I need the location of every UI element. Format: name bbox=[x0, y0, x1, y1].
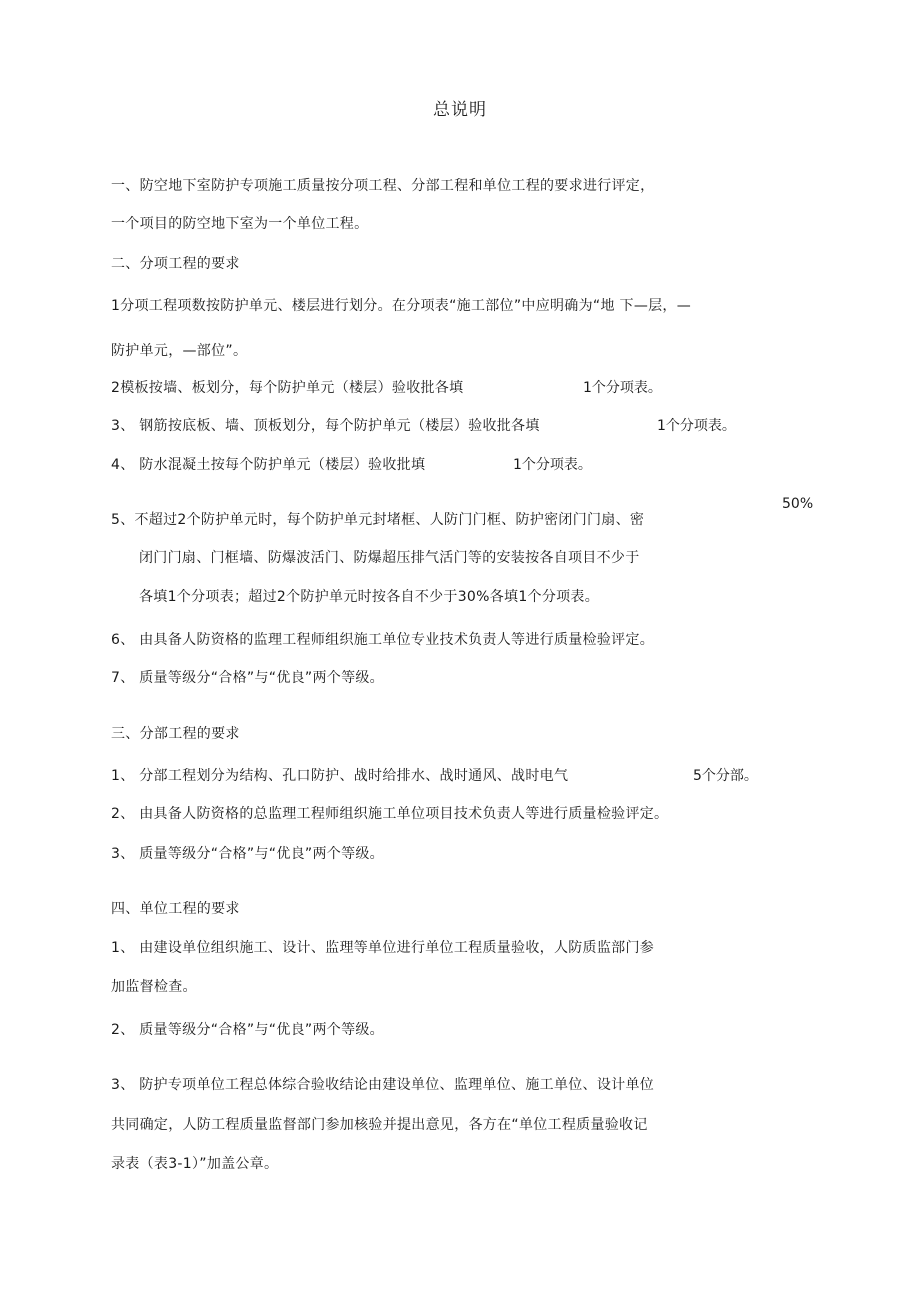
general-line-2: 一个项目的防空地下室为一个单位工程。 bbox=[111, 216, 369, 232]
subitem-5-line-1: 5、不超过2个防护单元时，每个防护单元封堵框、人防门门框、防护密闭门门扇、密 bbox=[111, 512, 645, 528]
subitem-2-text: 2模板按墙、板划分，每个防护单元（楼层）验收批各填 bbox=[111, 380, 464, 396]
section-heading: 四、单位工程的要求 bbox=[111, 901, 240, 917]
section-heading: 二、分项工程的要求 bbox=[111, 256, 240, 272]
section-heading: 三、分部工程的要求 bbox=[111, 726, 240, 742]
subitem-3-text: 3、 钢筋按底板、墙、顶板划分，每个防护单元（楼层）验收批各填 bbox=[111, 418, 540, 434]
unit-2: 2、 质量等级分“合格”与“优良”两个等级。 bbox=[111, 1022, 384, 1038]
subitem-6: 6、 由具备人防资格的监理工程师组织施工单位专业技术负责人等进行质量检验评定。 bbox=[111, 632, 655, 648]
division-1-text: 1、 分部工程划分为结构、孔口防护、战时给排水、战时通风、战时电气 bbox=[111, 768, 569, 784]
general-line-1: 一、防空地下室防护专项施工质量按分项工程、分部工程和单位工程的要求进行评定， bbox=[111, 178, 655, 194]
subitem-1-line-2: 防护单元，—部位”。 bbox=[111, 343, 248, 359]
subitem-4-count: 1个分项表。 bbox=[513, 457, 592, 473]
unit-3-line-2: 共同确定，人防工程质量监督部门参加核验并提出意见，各方在“单位工程质量验收记 bbox=[111, 1117, 648, 1133]
subitem-4-text: 4、 防水混凝土按每个防护单元（楼层）验收批填 bbox=[111, 457, 426, 473]
subitem-1-line-1: 1分项工程项数按防护单元、楼层进行划分。在分项表“施工部位”中应明确为“地 下—层，— bbox=[111, 298, 692, 314]
subitem-7: 7、 质量等级分“合格”与“优良”两个等级。 bbox=[111, 670, 384, 686]
unit-1-line-2: 加监督检查。 bbox=[111, 979, 197, 995]
division-1-count: 5个分部。 bbox=[693, 768, 758, 784]
unit-3-line-3: 录表（表3-1）”加盖公章。 bbox=[111, 1156, 279, 1172]
division-2: 2、 由具备人防资格的总监理工程师组织施工单位项目技术负责人等进行质量检验评定。 bbox=[111, 806, 669, 822]
page-title: 总说明 bbox=[433, 100, 487, 120]
subitem-2-count: 1个分项表。 bbox=[583, 380, 662, 396]
subitem-5-percent: 50% bbox=[782, 496, 814, 512]
subitem-5-line-3: 各填1个分项表；超过2个防护单元时按各自不少于30%各填1个分项表。 bbox=[139, 589, 600, 605]
division-3: 3、 质量等级分“合格”与“优良”两个等级。 bbox=[111, 846, 384, 862]
subitem-3-count: 1个分项表。 bbox=[657, 418, 736, 434]
unit-3-line-1: 3、 防护专项单位工程总体综合验收结论由建设单位、监理单位、施工单位、设计单位 bbox=[111, 1077, 655, 1093]
subitem-5-line-2: 闭门门扇、门框墙、防爆波活门、防爆超压排气活门等的安装按各自项目不少于 bbox=[139, 550, 640, 566]
unit-1-line-1: 1、 由建设单位组织施工、设计、监理等单位进行单位工程质量验收，人防质监部门参 bbox=[111, 940, 655, 956]
